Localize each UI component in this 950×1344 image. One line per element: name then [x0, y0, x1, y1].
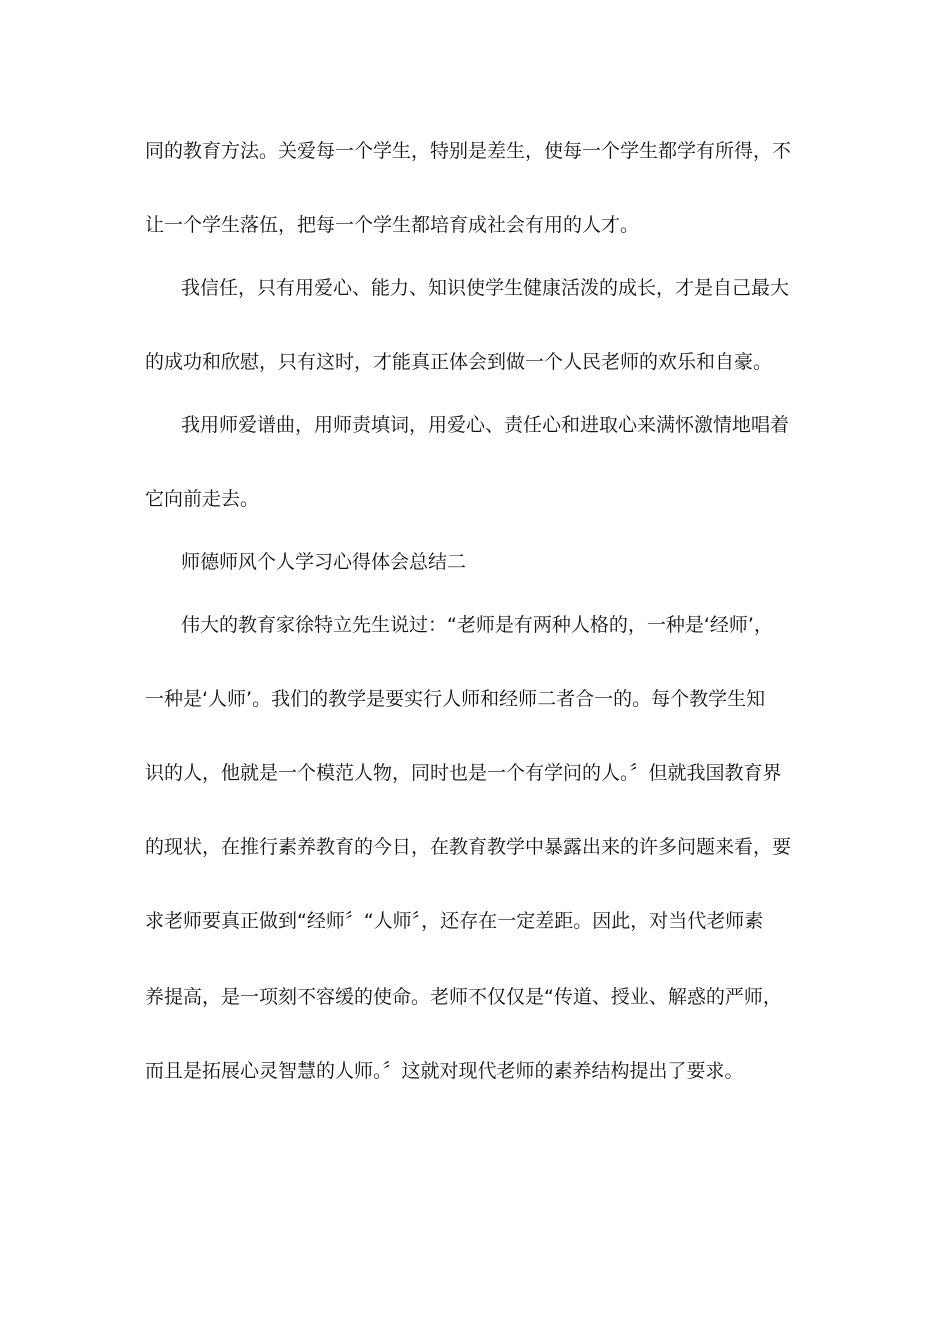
text-line: 养提高，是一项刻不容缓的使命。老师不仅仅是“传道、授业、解惑的严师， [145, 986, 782, 1008]
text-line: 同的教育方法。关爱每一个学生，特别是差生，使每一个学生都学有所得，不 [145, 140, 792, 162]
text-line: 而且是拓展心灵智慧的人师。〞这就对现代老师的素养结构提出了要求。 [145, 1060, 744, 1082]
text-line: 求老师要真正做到“经师〞“人师〞，还存在一定差距。因此，对当代老师素 [145, 910, 764, 932]
text-line: 让一个学生落伍，把每一个学生都培育成社会有用的人才。 [145, 214, 640, 236]
paragraph-start-line: 伟大的教育家徐特立先生说过：“老师是有两种人格的，一种是‘经师’， [181, 614, 773, 636]
paragraph-start-line: 我信任，只有用爱心、能力、知识使学生健康活泼的成长，才是自己最大 [181, 277, 790, 299]
text-line: 的成功和欣慰，只有这时，才能真正体会到做一个人民老师的欢乐和自豪。 [145, 351, 773, 373]
text-line: 识的人，他就是一个模范人物，同时也是一个有学问的人。〞但就我国教育界 [145, 762, 782, 784]
text-line: 的现状，在推行素养教育的今日，在教育教学中暴露出来的许多问题来看，要 [145, 836, 792, 858]
text-line: 它向前走去。 [145, 488, 260, 510]
section-heading: 师德师风个人学习心得体会总结二 [181, 551, 467, 573]
paragraph-start-line: 我用师爱谱曲，用师责填词，用爱心、责任心和进取心来满怀激情地唱着 [181, 414, 790, 436]
text-line: 一种是‘人师’。我们的教学是要实行人师和经师二者合一的。每个教学生知 [145, 688, 766, 710]
